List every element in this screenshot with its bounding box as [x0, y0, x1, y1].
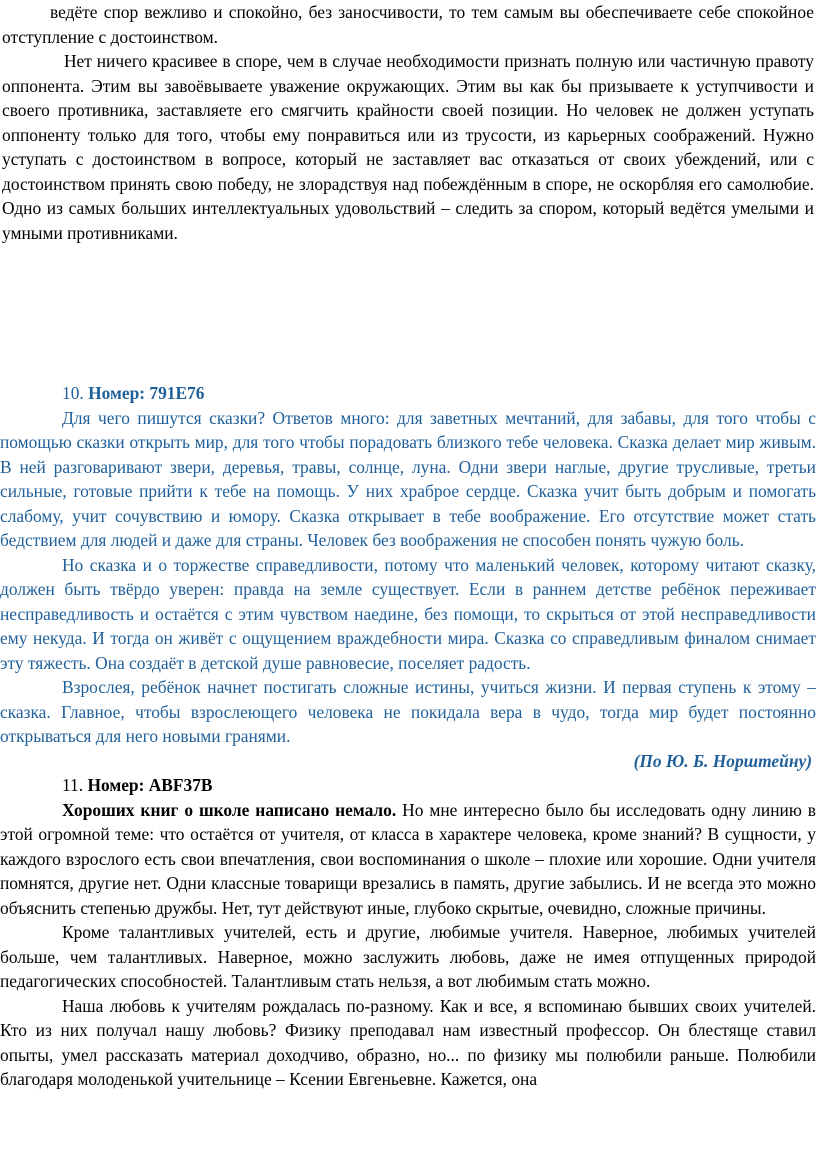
- task-10-section: [0, 381, 816, 773]
- task-11-paragraph-1: [0, 798, 816, 921]
- task-10-attribution: (По Ю. Б. Норштейну): [633, 750, 812, 771]
- task-11-paragraph-3: Наша любовь к учителям рождалась по-разному. Как и все, я вспоминаю бывших своих учителей. Кто из них получал нашу любовь? Физику преподавал нам известный профессор. Он блестяще ставил опыты, умел рассказать материал доходчиво, образно, но... по физику мы полюбили раньше. Полюбили благодаря молоденькой учительнице – Ксении Евгеньевне. Кажется, она: [0, 995, 816, 1089]
- task-11-paragraph-1-text: Но мне интересно было бы исследовать одну линию в этой огромной теме: что остаётся от учителя, от класса в характере человека, кроме знаний? В сущности, у каждого взрослого есть свои впечатления, свои воспоминания о школе – плохие или хорошие. Одни учителя помнятся, другие нет. Одни классные товарищи врезались в память, другие забылись. И не всегда это можно объяснить степенью дружбы. Нет, тут действуют иные, глубоко скрытые, очевидно, сложные причины.: [0, 799, 816, 918]
- task-10-heading: [0, 381, 816, 406]
- task-11-lead-sentence: Хороших книг о школе написано немало.: [62, 799, 397, 820]
- task-10-paragraph-3: Взрослея, ребёнок начнет постигать сложные истины, учиться жизни. И первая ступень к этому – сказка. Главное, чтобы взрослеющего человека не покидала вера в чудо, тогда мир будет постоянно открываться для него новыми гранями.: [0, 677, 816, 746]
- blank-space: [0, 245, 816, 381]
- task-11-paragraph-2: Кроме талантливых учителей, есть и другие, любимые учителя. Наверное, любимых учителей больше, чем талантливых. Наверное, можно заслужить любовь, даже не имея отпущенных природой педагогических способностей. Талантливым стать нельзя, а вот любимым стать можно.: [0, 922, 816, 991]
- task-10-code: Номер: 791E76: [88, 383, 205, 403]
- task-10-paragraph-2: Но сказка и о торжестве справедливости, потому что маленький человек, которому читают сказку, должен быть твёрдо уверен: правда на земле существует. Если в раннем детстве ребёнок переживает несправедливость и остаётся с этим чувством наедине, без помощи, то скрыться от этой несправедливости ему некуда. И тогда он живёт с ощущением враждебности мира. Сказка со справедливым финалом снимает эту тяжесть. Она создаёт в детской душе равновесие, поселяет радость.: [0, 554, 816, 673]
- task-11-number: 11.: [62, 775, 84, 795]
- intro-section: [0, 0, 816, 245]
- intro-paragraph-2: Нет ничего красивее в споре, чем в случае необходимости признать полную или частичную правоту оппонента. Этим вы завоёвываете уважение окружающих. Этим вы как бы призываете к уступчивости и своего противника, заставляете его смягчить крайности своей позиции. Но человек не должен уступать оппоненту только для того, чтобы ему понравиться или из трусости, из карьерных соображений. Нужно уступать с достоинством в вопросе, который не заставляет вас отказаться от своих убеждений, или с достоинством принять свою победу, не злорадствуя над побеждённым в споре, не оскорбляя его самолюбие. Одно из самых больших интеллектуальных удовольствий – следить за спором, который ведётся умелыми и умными противниками.: [2, 51, 814, 243]
- task-11-section: [0, 773, 816, 1092]
- task-10-number: 10.: [62, 383, 84, 403]
- task-11-heading: [0, 773, 816, 798]
- task-10-paragraph-1: Для чего пишутся сказки? Ответов много: для заветных мечтаний, для забавы, для того чтобы с помощью сказки открыть мир, для того чтобы порадовать близкого тебе человека. Сказка делает мир живым. В ней разговаривают звери, деревья, травы, солнце, луна. Одни звери наглые, другие трусливые, третьи сильные, готовые прийти к тебе на помощь. У них храброе сердце. Сказка учит быть добрым и помогать слабому, учит сочувствию и юмору. Сказка открывает в тебе воображение. Его отсутствие может стать бедствием для людей и даже для страны. Человек без воображения не способен понять чужую боль.: [0, 407, 816, 550]
- task-11-code: Номер: ABF37B: [87, 775, 213, 795]
- intro-paragraph-1: ведёте спор вежливо и спокойно, без заносчивости, то тем самым вы обеспечиваете себе спокойное отступление с достоинством.: [2, 2, 814, 47]
